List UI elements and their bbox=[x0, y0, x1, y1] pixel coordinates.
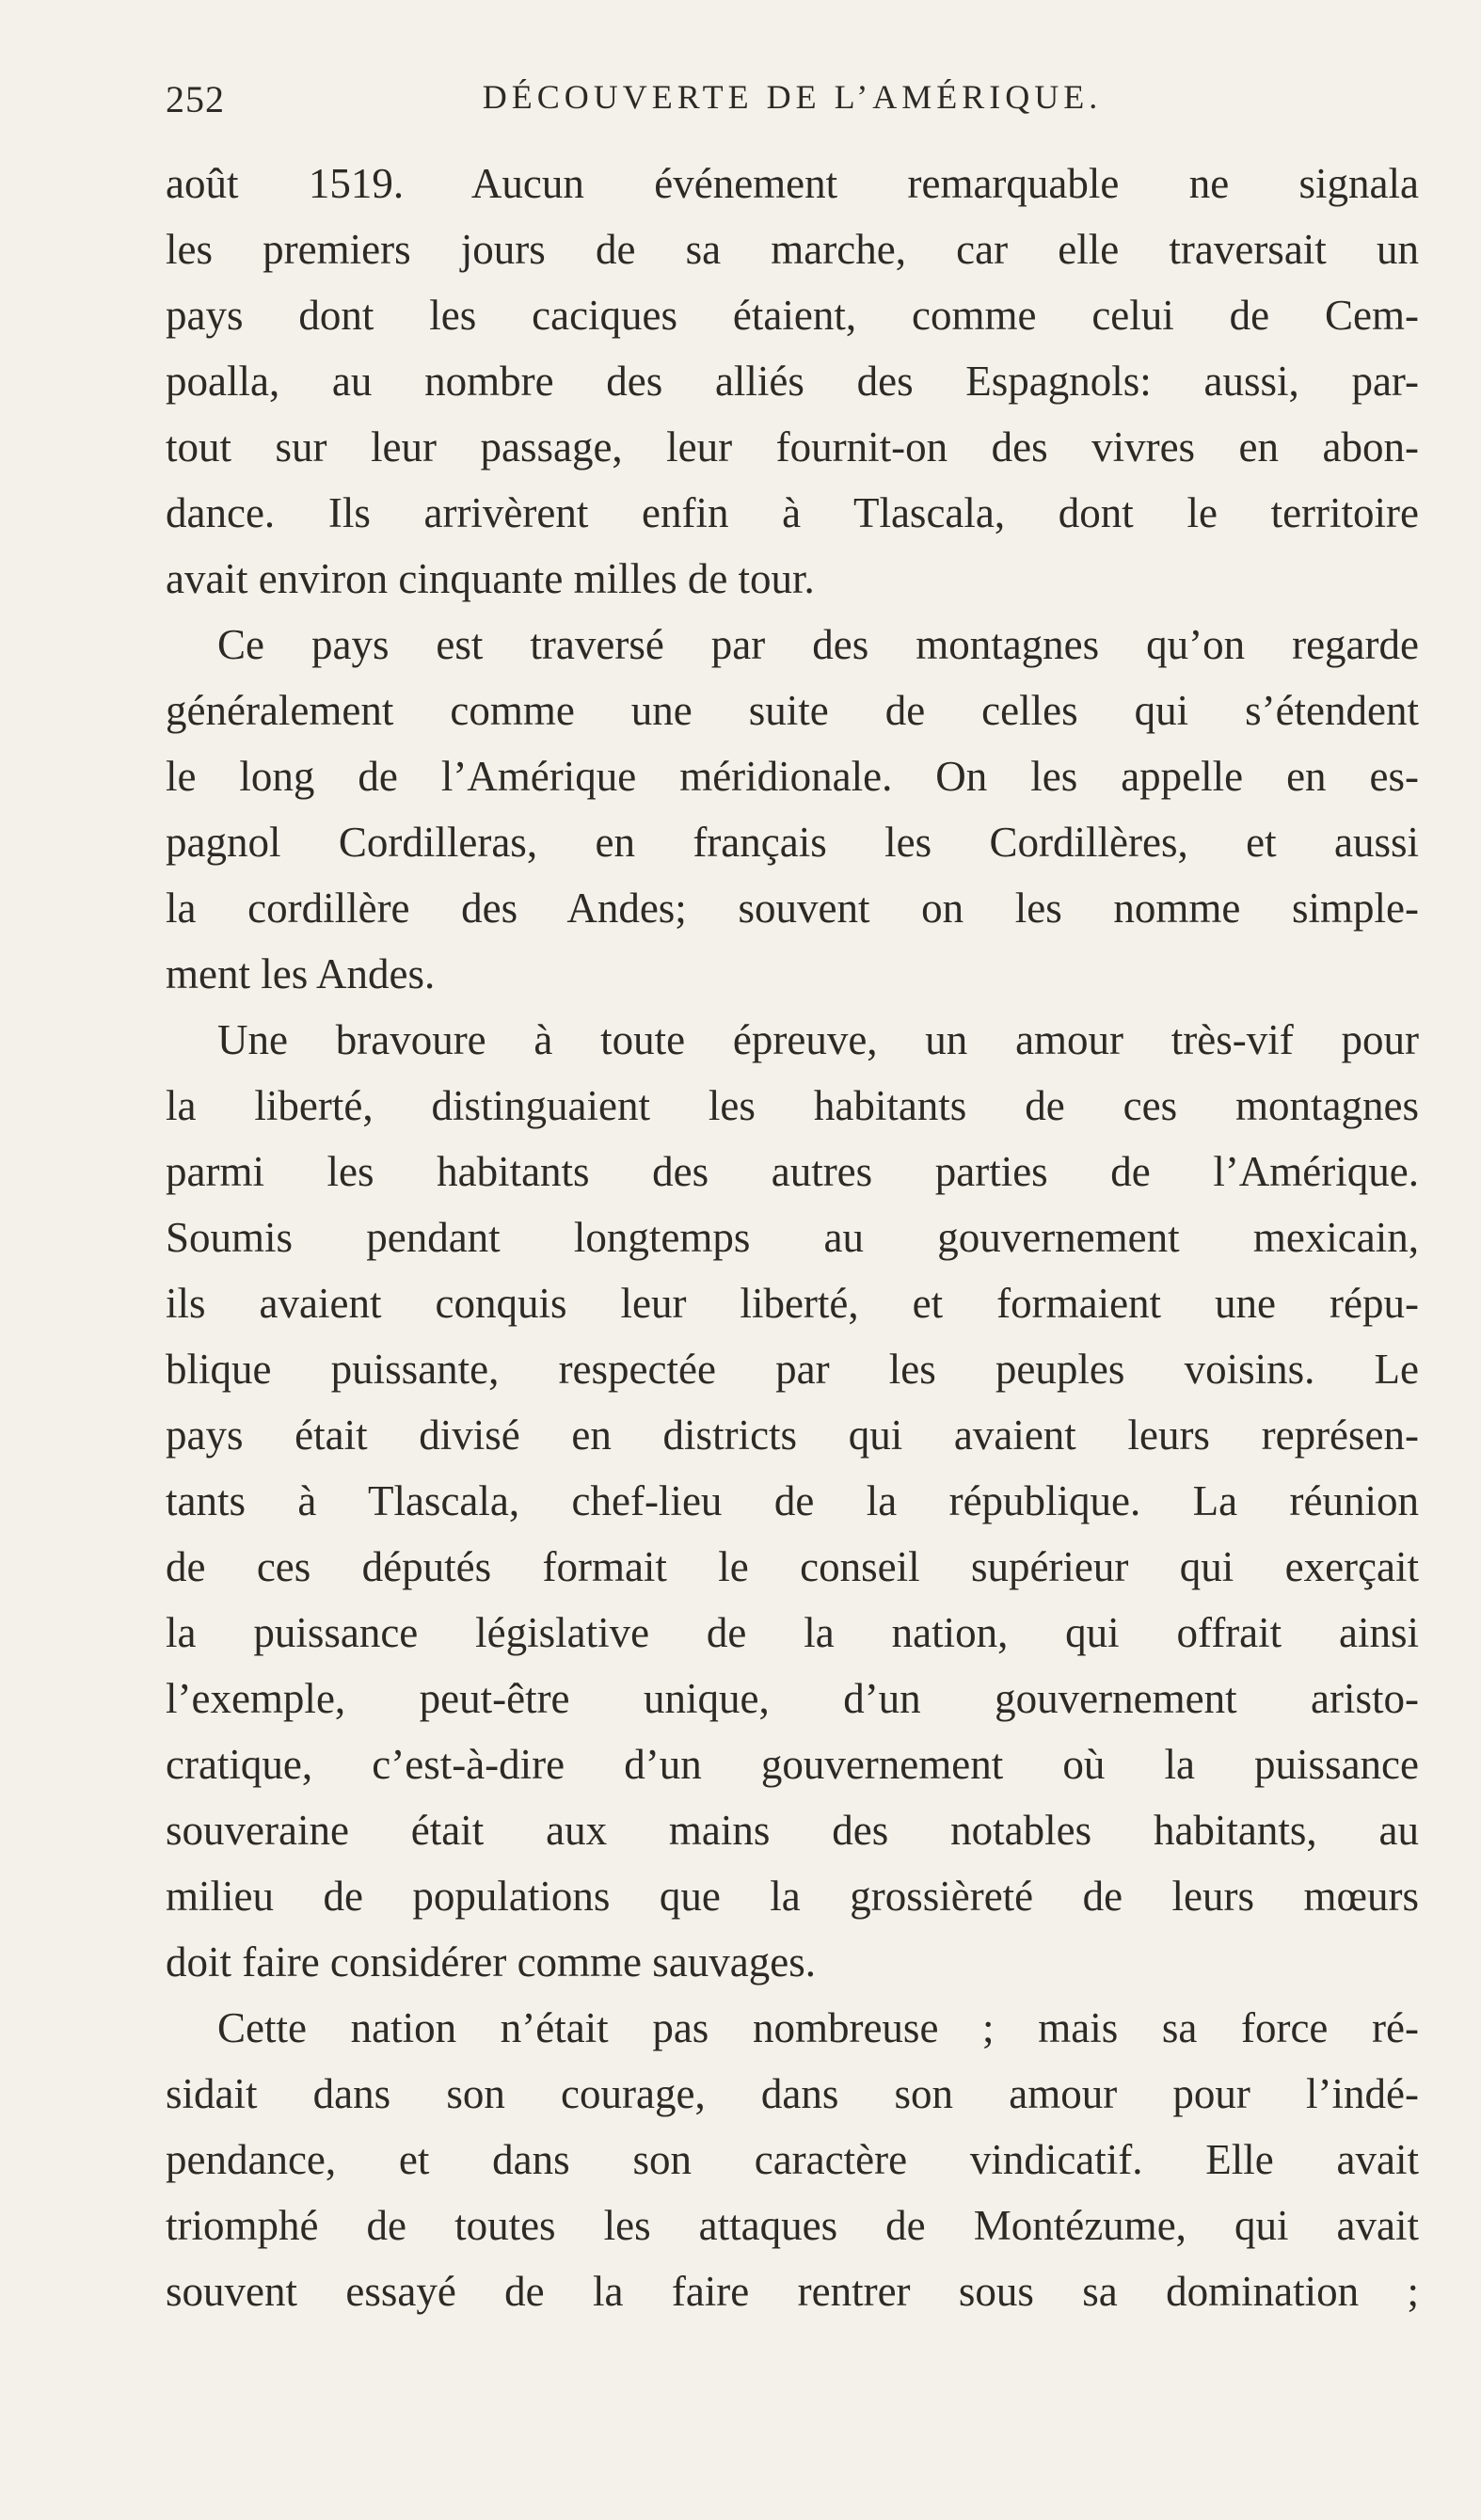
text-line: dance. Ils arrivèrent enfin à Tlascala, dont le territoire bbox=[166, 489, 1419, 536]
text-line: Une bravoure à toute épreuve, un amour très-vif pour bbox=[217, 1016, 1419, 1063]
text-line: généralement comme une suite de celles qui s’étendent bbox=[166, 687, 1419, 734]
text-line: de ces députés formait le conseil supérieur qui exerçait bbox=[166, 1543, 1419, 1590]
text-line: doit faire considérer comme sauvages. bbox=[166, 1938, 816, 1986]
text-line: cratique, c’est-à-dire d’un gouvernement où la puissance bbox=[166, 1741, 1419, 1788]
text-line: le long de l’Amérique méridionale. On les appelle en es- bbox=[166, 753, 1419, 800]
text-line: tants à Tlascala, chef-lieu de la république. La réunion bbox=[166, 1477, 1419, 1524]
text-line: poalla, au nombre des alliés des Espagnols: aussi, par- bbox=[166, 358, 1419, 405]
text-line: la liberté, distinguaient les habitants de ces montagnes bbox=[166, 1082, 1419, 1129]
running-title: DÉCOUVERTE DE L’AMÉRIQUE. bbox=[482, 78, 1103, 116]
text-line: ils avaient conquis leur liberté, et formaient une répu- bbox=[166, 1280, 1419, 1327]
text-line: pagnol Cordilleras, en français les Cordillères, et aussi bbox=[166, 819, 1419, 866]
text-line: Cette nation n’était pas nombreuse ; mais sa force ré- bbox=[217, 2004, 1419, 2051]
text-line: milieu de populations que la grossièreté de leurs mœurs bbox=[166, 1873, 1419, 1920]
text-line: souvent essayé de la faire rentrer sous sa domination ; bbox=[166, 2268, 1419, 2315]
text-line: l’exemple, peut-être unique, d’un gouvernement aristo- bbox=[166, 1675, 1419, 1722]
text-line: parmi les habitants des autres parties de l’Amérique. bbox=[166, 1148, 1419, 1195]
text-line: pays dont les caciques étaient, comme celui de Cem- bbox=[166, 292, 1419, 339]
text-line: Ce pays est traversé par des montagnes qu’on regarde bbox=[217, 621, 1419, 668]
text-line: sidait dans son courage, dans son amour pour l’indé- bbox=[166, 2070, 1419, 2117]
text-line: pays était divisé en districts qui avaient leurs représen- bbox=[166, 1412, 1419, 1459]
text-line: la puissance législative de la nation, qui offrait ainsi bbox=[166, 1609, 1419, 1656]
text-line: blique puissante, respectée par les peuples voisins. Le bbox=[166, 1346, 1419, 1393]
text-line: pendance, et dans son caractère vindicatif. Elle avait bbox=[166, 2136, 1419, 2183]
body-text bbox=[166, 151, 1419, 2324]
text-line: la cordillère des Andes; souvent on les nomme simple- bbox=[166, 885, 1419, 932]
text-line: avait environ cinquante milles de tour. bbox=[166, 555, 815, 602]
text-line: triomphé de toutes les attaques de Montézume, qui avait bbox=[166, 2202, 1419, 2249]
text-line: ment les Andes. bbox=[166, 950, 436, 997]
text-line: Soumis pendant longtemps au gouvernement mexicain, bbox=[166, 1214, 1419, 1261]
page-number: 252 bbox=[166, 78, 225, 120]
text-line: août 1519. Aucun événement remarquable ne signala bbox=[166, 160, 1419, 207]
text-line: souveraine était aux mains des notables habitants, au bbox=[166, 1807, 1419, 1854]
text-line: tout sur leur passage, leur fournit-on des vivres en abon- bbox=[166, 423, 1419, 471]
running-head bbox=[166, 77, 1419, 134]
text-line: les premiers jours de sa marche, car elle traversait un bbox=[166, 226, 1419, 273]
